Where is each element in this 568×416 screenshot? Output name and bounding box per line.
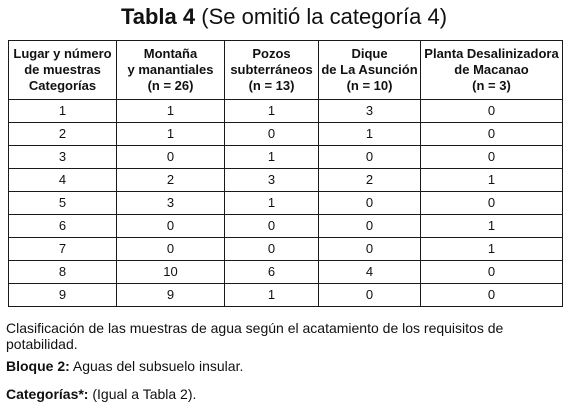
table-row xyxy=(9,238,563,261)
header-planta xyxy=(421,41,563,100)
table-cell: 1 xyxy=(9,100,117,123)
block-2-note xyxy=(6,358,562,374)
table-cell: 8 xyxy=(9,261,117,284)
table-row xyxy=(9,100,563,123)
table-cell: 6 xyxy=(225,261,319,284)
table-cell: 2 xyxy=(319,169,421,192)
table-cell: 1 xyxy=(225,192,319,215)
table-cell: 5 xyxy=(9,192,117,215)
table-cell: 1 xyxy=(117,123,225,146)
block-2-text: Aguas del subsuelo insular. xyxy=(69,358,244,374)
table-cell: 1 xyxy=(421,238,563,261)
header-line: de Macanao xyxy=(454,62,529,77)
table-cell: 1 xyxy=(225,100,319,123)
header-line: Planta Desalinizadora xyxy=(424,46,559,61)
table-row xyxy=(9,261,563,284)
table-cell: 1 xyxy=(319,123,421,146)
header-line: Montaña xyxy=(143,46,198,61)
header-line: (n = 3) xyxy=(472,78,511,93)
table-row xyxy=(9,123,563,146)
table-cell: 0 xyxy=(225,215,319,238)
data-table xyxy=(8,40,563,307)
table-cell: 0 xyxy=(421,192,563,215)
table-cell: 2 xyxy=(117,169,225,192)
categories-text: (Igual a Tabla 2). xyxy=(88,386,197,402)
table-row xyxy=(9,192,563,215)
table-cell: 9 xyxy=(9,284,117,307)
table-cell: 7 xyxy=(9,238,117,261)
table-cell: 0 xyxy=(319,192,421,215)
table-cell: 0 xyxy=(319,215,421,238)
table-title-rest: (Se omitió la categoría 4) xyxy=(195,4,448,29)
header-line: Lugar y número xyxy=(13,46,112,61)
table-cell: 1 xyxy=(421,215,563,238)
header-line: de muestras xyxy=(24,62,101,77)
table-cell: 0 xyxy=(319,238,421,261)
table-cell: 0 xyxy=(421,123,563,146)
table-cell: 1 xyxy=(225,146,319,169)
header-row xyxy=(9,41,563,100)
table-cell: 0 xyxy=(225,238,319,261)
table-cell: 9 xyxy=(117,284,225,307)
table-cell: 3 xyxy=(225,169,319,192)
header-dique xyxy=(319,41,421,100)
table-cell: 0 xyxy=(421,146,563,169)
table-title xyxy=(0,4,568,30)
header-line: de La Asunción xyxy=(321,62,418,77)
categories-note xyxy=(6,386,562,402)
header-line: subterráneos xyxy=(230,62,313,77)
table-cell: 0 xyxy=(117,238,225,261)
table-cell: 4 xyxy=(319,261,421,284)
header-line: (n = 26) xyxy=(147,78,194,93)
table-cell: 0 xyxy=(225,123,319,146)
table-cell: 3 xyxy=(9,146,117,169)
table-cell: 6 xyxy=(9,215,117,238)
table-cell: 4 xyxy=(9,169,117,192)
table-cell: 3 xyxy=(117,192,225,215)
table-cell: 1 xyxy=(225,284,319,307)
header-line: (n = 10) xyxy=(346,78,393,93)
table-row xyxy=(9,215,563,238)
categories-label: Categorías*: xyxy=(6,386,89,402)
table-row xyxy=(9,146,563,169)
table-cell: 0 xyxy=(319,284,421,307)
table-cell: 0 xyxy=(117,146,225,169)
header-line: y manantiales xyxy=(127,62,214,77)
table-cell: 0 xyxy=(421,261,563,284)
header-categories xyxy=(9,41,117,100)
table-cell: 2 xyxy=(9,123,117,146)
table-cell: 3 xyxy=(319,100,421,123)
header-line: (n = 13) xyxy=(248,78,295,93)
notes-section xyxy=(6,320,562,402)
table-cell: 0 xyxy=(319,146,421,169)
header-montana xyxy=(117,41,225,100)
table-row xyxy=(9,169,563,192)
table-row xyxy=(9,284,563,307)
table-cell: 1 xyxy=(421,169,563,192)
table-title-bold: Tabla 4 xyxy=(120,4,196,29)
header-pozos xyxy=(225,41,319,100)
block-2-label: Bloque 2: xyxy=(6,358,70,374)
table-cell: 10 xyxy=(117,261,225,284)
table-caption: Clasificación de las muestras de agua según el acatamiento de los requisitos de potabilidad. xyxy=(6,320,504,352)
table-cell: 1 xyxy=(117,100,225,123)
table-cell: 0 xyxy=(117,215,225,238)
header-line: Categorías xyxy=(28,78,97,93)
table-cell: 0 xyxy=(421,100,563,123)
header-line: Dique xyxy=(351,46,388,61)
table-cell: 0 xyxy=(421,284,563,307)
header-line: Pozos xyxy=(252,46,291,61)
